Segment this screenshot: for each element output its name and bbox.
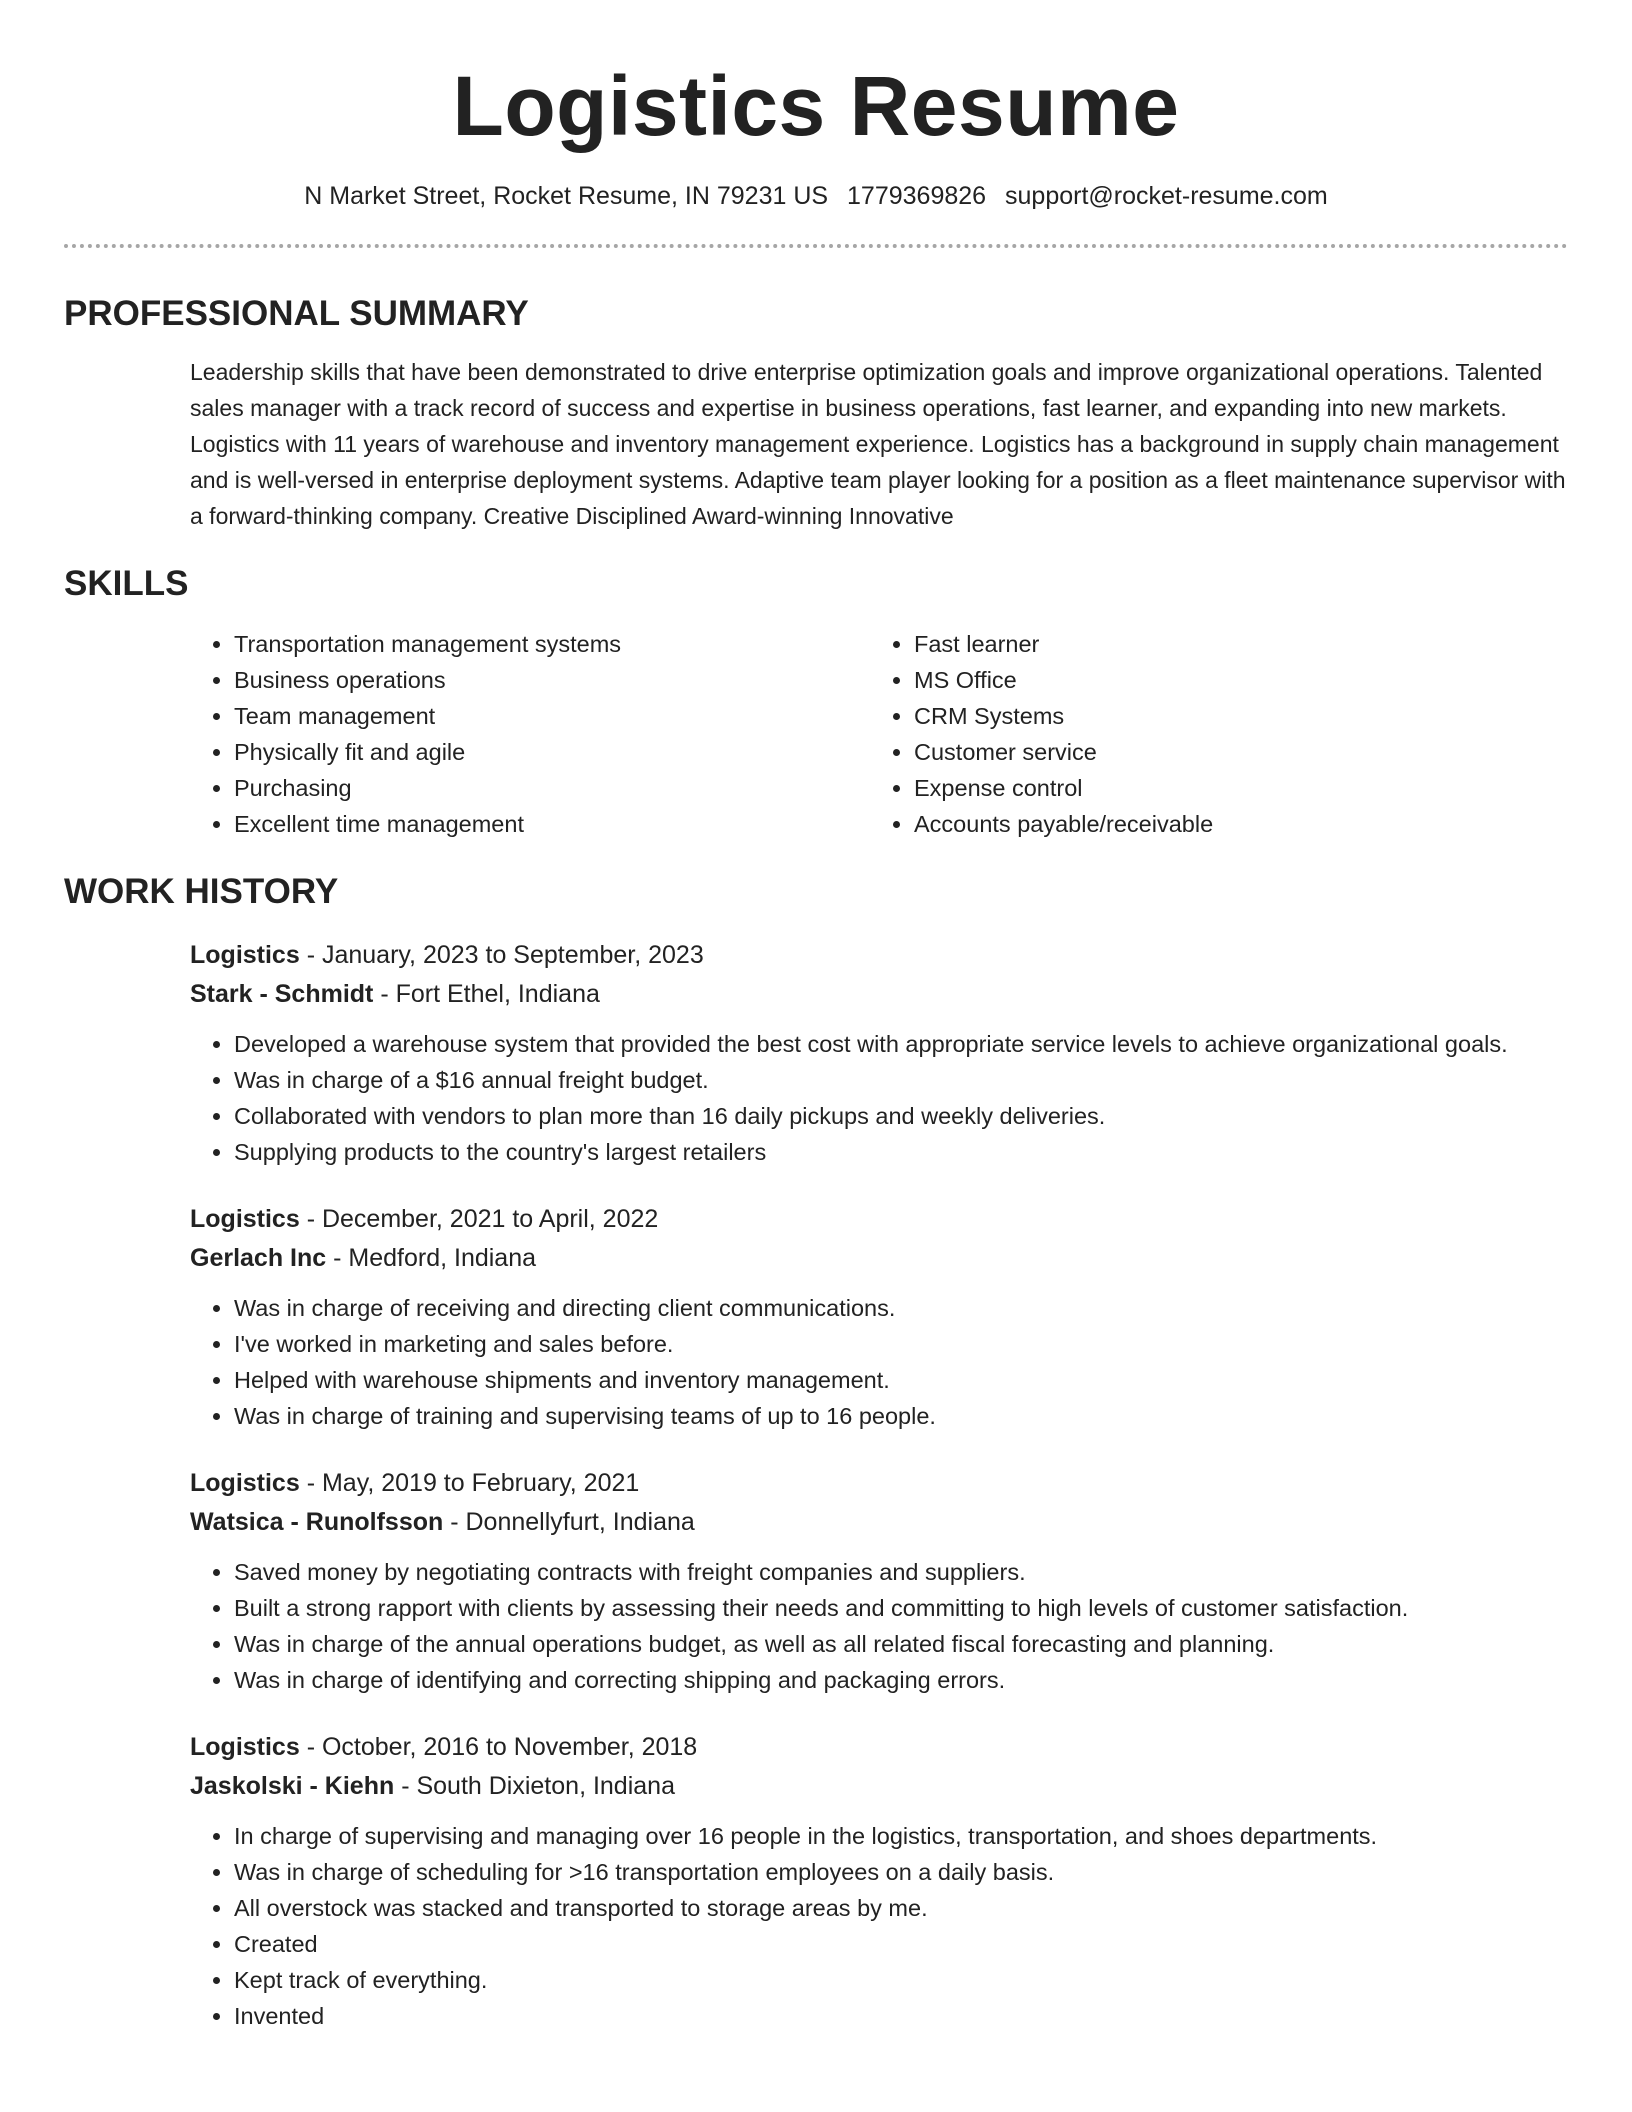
job-title: Logistics (190, 941, 300, 969)
job-bullet: • Was in charge of a $16 annual freight budget. (234, 1062, 1568, 1098)
skill-item: • MS Office (914, 662, 1550, 698)
skills-column-left (190, 626, 870, 842)
job-title-line (190, 1464, 1568, 1503)
header-divider (64, 244, 1568, 248)
job-bullet: • Kept track of everything. (234, 1962, 1568, 1998)
contact-address: N Market Street, Rocket Resume, IN 79231 US (304, 182, 829, 210)
job-dates: - December, 2021 to April, 2022 (299, 1205, 659, 1233)
skill-item: • Physically fit and agile (234, 734, 870, 770)
job-company: Jaskolski - Kiehn (190, 1772, 395, 1800)
job-bullet: • Created (234, 1926, 1568, 1962)
skill-item: • Expense control (914, 770, 1550, 806)
skill-item: • Purchasing (234, 770, 870, 806)
job-entry (190, 1464, 1568, 1698)
job-bullet: • Was in charge of training and supervising teams of up to 16 people. (234, 1398, 1568, 1434)
skills-list (190, 626, 1568, 842)
skill-item: • Customer service (914, 734, 1550, 770)
contact-phone: 1779369826 (847, 182, 987, 210)
job-company-line (190, 1503, 1568, 1542)
job-bullet: • Invented (234, 1998, 1568, 2034)
job-bullet: • Helped with warehouse shipments and inventory management. (234, 1362, 1568, 1398)
job-bullets (190, 1818, 1568, 2034)
job-location: - Medford, Indiana (326, 1244, 537, 1272)
skills-heading: SKILLS (64, 564, 189, 603)
skill-item: • Fast learner (914, 626, 1550, 662)
job-dates: - May, 2019 to February, 2021 (299, 1469, 640, 1497)
job-company-line (190, 1767, 1568, 1806)
skill-item: • Team management (234, 698, 870, 734)
job-title-line (190, 1200, 1568, 1239)
skill-item: • Business operations (234, 662, 870, 698)
job-location: - South Dixieton, Indiana (394, 1772, 675, 1800)
job-entry (190, 936, 1568, 1170)
job-title: Logistics (190, 1733, 300, 1761)
summary-text: Leadership skills that have been demonstrated to drive enterprise optimization goals and improve organizational operations. Talented sales manager with a track record of success and expertise in business operations, fast learner, and expanding into new markets. Logistics with 11 years of warehouse and inventory management experience. Logistics has a background in supply chain management and is well-versed in enterprise deployment systems. Adaptive team player looking for a position as a fleet maintenance supervisor with a forward-thinking company. Creative Disciplined Award-winning Innovative (190, 359, 1566, 529)
job-title-line (190, 936, 1568, 975)
job-bullet: • Saved money by negotiating contracts with freight companies and suppliers. (234, 1554, 1568, 1590)
contact-line (64, 180, 1568, 212)
job-bullet: • Developed a warehouse system that provided the best cost with appropriate service levels to achieve organizational goals. (234, 1026, 1568, 1062)
job-bullet: • Supplying products to the country's largest retailers (234, 1134, 1568, 1170)
job-bullet: • Was in charge of receiving and directing client communications. (234, 1290, 1568, 1326)
job-bullet: • Was in charge of identifying and correcting shipping and packaging errors. (234, 1662, 1568, 1698)
job-bullet: • All overstock was stacked and transported to storage areas by me. (234, 1890, 1568, 1926)
job-entry (190, 1728, 1568, 2034)
skill-item: • Excellent time management (234, 806, 870, 842)
job-title-line (190, 1728, 1568, 1767)
resume-page (64, 0, 1568, 2064)
skills-section (64, 562, 1568, 842)
job-dates: - October, 2016 to November, 2018 (299, 1733, 698, 1761)
job-title: Logistics (190, 1205, 300, 1233)
job-bullets (190, 1290, 1568, 1434)
job-company: Stark - Schmidt (190, 980, 374, 1008)
job-company: Watsica - Runolfsson (190, 1508, 444, 1536)
job-bullet: • I've worked in marketing and sales before. (234, 1326, 1568, 1362)
skill-item: • CRM Systems (914, 698, 1550, 734)
job-title: Logistics (190, 1469, 300, 1497)
job-bullets (190, 1554, 1568, 1698)
job-bullet: • Collaborated with vendors to plan more than 16 daily pickups and weekly deliveries. (234, 1098, 1568, 1134)
summary-section (64, 292, 1568, 534)
job-bullet: • Was in charge of scheduling for >16 transportation employees on a daily basis. (234, 1854, 1568, 1890)
skills-column-right (870, 626, 1550, 842)
job-location: - Donnellyfurt, Indiana (443, 1508, 695, 1536)
job-company-line (190, 1239, 1568, 1278)
job-dates: - January, 2023 to September, 2023 (299, 941, 704, 969)
job-bullets (190, 1026, 1568, 1170)
resume-title: Logistics Resume (452, 59, 1180, 153)
work-heading: WORK HISTORY (64, 872, 339, 911)
work-section (64, 870, 1568, 2034)
job-bullet: • Built a strong rapport with clients by assessing their needs and committing to high levels of customer satisfaction. (234, 1590, 1568, 1626)
job-entry (190, 1200, 1568, 1434)
job-company: Gerlach Inc (190, 1244, 327, 1272)
contact-email[interactable]: support@rocket-resume.com (1005, 182, 1328, 210)
skill-item: • Transportation management systems (234, 626, 870, 662)
job-location: - Fort Ethel, Indiana (373, 980, 600, 1008)
job-bullet: • Was in charge of the annual operations budget, as well as all related fiscal forecasting and planning. (234, 1626, 1568, 1662)
job-company-line (190, 975, 1568, 1014)
job-bullet: • In charge of supervising and managing over 16 people in the logistics, transportation, and shoes departments. (234, 1818, 1568, 1854)
skill-item: • Accounts payable/receivable (914, 806, 1550, 842)
summary-heading: PROFESSIONAL SUMMARY (64, 294, 529, 333)
